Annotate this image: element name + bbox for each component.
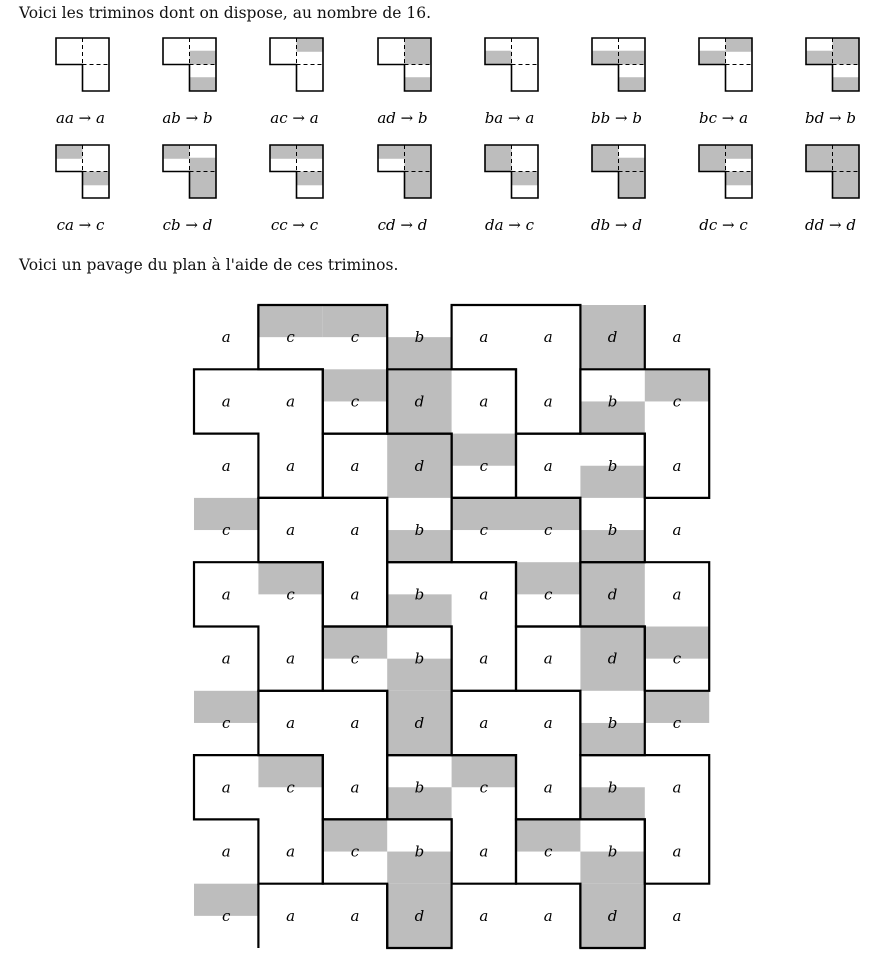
trimino-label: bd → b	[805, 109, 856, 127]
trimino-shade	[405, 77, 432, 91]
trimino-shade	[378, 145, 405, 159]
tiling-cell-label: c	[350, 392, 360, 411]
tiling-cell-label: a	[672, 328, 682, 347]
trimino-shade	[833, 77, 860, 91]
tiling-cell-label: c	[672, 713, 682, 732]
tiling-cell-label: a	[221, 456, 231, 475]
tiling-cell-label: a	[221, 585, 231, 604]
tiling-cell-label: a	[286, 649, 296, 668]
tiling-cell-label: a	[543, 456, 553, 475]
tiling-cell-label: b	[607, 713, 618, 732]
trimino-label: ab → b	[162, 109, 213, 127]
tiling-cell-label: a	[221, 842, 231, 861]
tiling-cell-label: d	[607, 585, 618, 604]
trimino-shade	[485, 145, 512, 172]
tiling-cell-label: b	[414, 585, 425, 604]
trimino-shade	[619, 77, 646, 91]
tiling-cell-label: d	[607, 328, 618, 347]
tiling-cell-label: a	[672, 842, 682, 861]
trimino-shade	[512, 172, 539, 186]
tiling-trimino-outline	[194, 369, 323, 498]
tiling-cell-label: a	[672, 521, 682, 540]
trimino-shade	[297, 172, 324, 186]
tiling-cell-label: c	[221, 521, 231, 540]
tiling-paragraph: Voici un pavage du plan à l'aide de ces triminos.	[19, 256, 399, 274]
tiling-cell-label: d	[414, 392, 425, 411]
trimino-shade	[592, 145, 619, 172]
trimino-shade	[56, 145, 83, 159]
trimino-bdb	[806, 38, 859, 91]
tiling-cell-label: a	[286, 392, 296, 411]
trimino-shade	[405, 172, 432, 199]
trimino-dcc	[699, 145, 752, 198]
trimino-shade	[190, 51, 217, 65]
trimino-bbb	[592, 38, 645, 91]
tiling-cell-label: a	[543, 778, 553, 797]
tiling-cell-label: c	[479, 778, 489, 797]
trimino-adb	[378, 38, 431, 91]
tiling-cell-label: c	[221, 713, 231, 732]
tiling-cell-label: d	[414, 456, 425, 475]
trimino-shade	[190, 172, 217, 199]
tiling-cell-label: a	[221, 778, 231, 797]
tiling-cell-label: a	[543, 713, 553, 732]
tiling-cell-label: a	[543, 649, 553, 668]
tiling-cell-label: b	[414, 521, 425, 540]
tiling-cell-label: c	[672, 649, 682, 668]
tiling-cell-label: c	[543, 842, 553, 861]
tiling-cell-label: a	[350, 456, 360, 475]
tiling-cell-label: b	[414, 649, 425, 668]
tiling-cell-label: a	[350, 585, 360, 604]
tiling-cell-label: c	[350, 842, 360, 861]
tiling-cell-label: c	[286, 585, 295, 604]
tiling-cell-label: a	[672, 778, 682, 797]
trimino-shade	[833, 145, 860, 172]
tiling-cell-label: c	[350, 328, 360, 347]
trimino-label: bc → a	[698, 109, 749, 127]
trimino-label: ac → a	[270, 109, 319, 127]
tiling-cell-label: a	[479, 392, 489, 411]
trimino-abb	[163, 38, 216, 91]
trimino-ccc	[270, 145, 323, 198]
trimino-shade	[83, 172, 110, 186]
tiling-cell-label: b	[607, 456, 618, 475]
trimino-shade	[270, 145, 297, 159]
trimino-shade	[190, 77, 217, 91]
tiling-cell-label: a	[479, 906, 489, 925]
trimino-shade	[806, 145, 833, 172]
trimino-label: ca → c	[56, 216, 105, 234]
trimino-baa	[485, 38, 538, 91]
trimino-shade	[485, 51, 512, 65]
trimino-shade	[699, 51, 726, 65]
tiling-cell-label: a	[672, 585, 682, 604]
trimino-shade	[806, 51, 833, 65]
trimino-cbd	[163, 145, 216, 198]
trimino-bca	[699, 38, 752, 91]
tiling-figure	[194, 305, 709, 948]
trimino-aca	[270, 38, 323, 91]
trimino-shade	[619, 51, 646, 65]
tiling-cell-label: a	[479, 328, 489, 347]
tiling-cell-label: b	[607, 842, 618, 861]
tiling-cell-label: b	[414, 328, 425, 347]
tiling-cell-label: a	[479, 842, 489, 861]
tiling-cell-label: a	[543, 906, 553, 925]
trimino-shade	[297, 145, 324, 159]
tiling-cell-label: a	[286, 842, 296, 861]
trimino-ddd	[806, 145, 859, 198]
tiling-cell-label: a	[479, 585, 489, 604]
tiling-cell-label: c	[350, 649, 360, 668]
trimino-shade	[726, 38, 753, 52]
trimino-shade	[699, 145, 726, 172]
tiling-cell-label: a	[543, 328, 553, 347]
tiling-cell-label: b	[607, 521, 618, 540]
tiling-cell-label: c	[286, 328, 295, 347]
trimino-label: db → d	[591, 216, 642, 234]
trimino-label: ad → b	[377, 109, 428, 127]
tiling-cell-label: a	[672, 456, 682, 475]
trimino-shade	[592, 51, 619, 65]
tiling-cell-label: b	[414, 778, 425, 797]
tiling-cell-label: d	[607, 906, 618, 925]
trimino-label: da → c	[484, 216, 535, 234]
tiling-cell-label: a	[543, 392, 553, 411]
trimino-shade	[833, 172, 860, 199]
trimino-label: ba → a	[484, 109, 535, 127]
trimino-shade	[619, 172, 646, 199]
trimino-label: aa → a	[56, 109, 105, 127]
trimino-label: cd → d	[377, 216, 428, 234]
trimino-cac	[56, 145, 109, 198]
trimino-label: dc → c	[699, 216, 748, 234]
trimino-label: cc → c	[270, 216, 319, 234]
trimino-shade	[833, 38, 860, 65]
trimino-shade	[405, 38, 432, 65]
trimino-label: dd → d	[805, 216, 856, 234]
tiling-cell-label: c	[672, 392, 682, 411]
tiling-cell-label: a	[672, 906, 682, 925]
trimino-shade	[405, 145, 432, 172]
tiling-cell-label: d	[607, 649, 618, 668]
trimino-shade	[297, 38, 324, 52]
tiling-cell-label: c	[543, 585, 553, 604]
trimino-cdd	[378, 145, 431, 198]
tiling-cell-label: a	[286, 456, 296, 475]
trimino-shade	[163, 145, 190, 159]
trimino-shade	[619, 158, 646, 172]
trimino-aaa	[56, 38, 109, 91]
trimino-shade	[726, 172, 753, 186]
tiling-cell-label: a	[350, 778, 360, 797]
tiling-cell-label: c	[543, 521, 553, 540]
tiling-cell-label: b	[607, 392, 618, 411]
trimino-label: bb → b	[591, 109, 642, 127]
tiling-cell-label: a	[479, 713, 489, 732]
tiling-cell-label: a	[350, 713, 360, 732]
tiling-cell-label: c	[286, 778, 295, 797]
tiling-cell-label: d	[414, 713, 425, 732]
trimino-catalog	[56, 38, 859, 234]
tiling-cell-label: a	[221, 649, 231, 668]
intro-paragraph: Voici les triminos dont on dispose, au nombre de 16.	[19, 4, 432, 22]
tiling-cell-label: a	[221, 328, 231, 347]
tiling-cell-label: a	[286, 713, 296, 732]
tiling-cell-label: a	[479, 649, 489, 668]
tiling-cell-label: d	[414, 906, 425, 925]
tiling-cell-label: a	[286, 521, 296, 540]
tiling-cell-label: a	[350, 906, 360, 925]
tiling-cell-label: a	[286, 906, 296, 925]
trimino-dac	[485, 145, 538, 198]
trimino-shade	[726, 145, 753, 159]
tiling-cell-label: a	[221, 392, 231, 411]
tiling-cell-label: a	[350, 521, 360, 540]
trimino-label: cb → d	[162, 216, 213, 234]
tiling-cell-label: c	[479, 456, 489, 475]
tiling-cell-label: c	[479, 521, 489, 540]
tiling-cell-label: b	[607, 778, 618, 797]
tiling-cell-label: c	[221, 906, 231, 925]
trimino-shade	[190, 158, 217, 172]
trimino-dbd	[592, 145, 645, 198]
tiling-cell-label: b	[414, 842, 425, 861]
